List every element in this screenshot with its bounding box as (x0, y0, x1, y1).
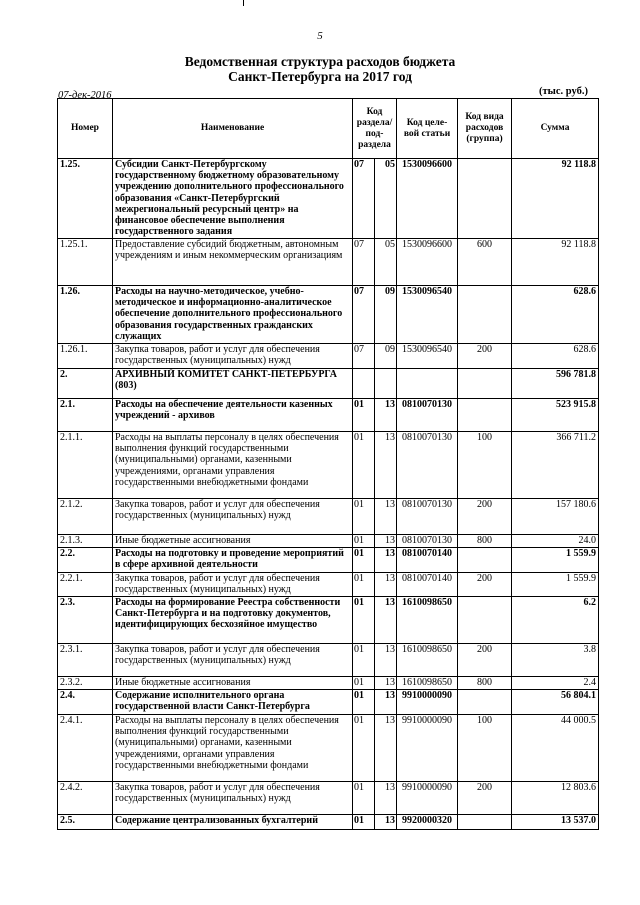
row-subsection-code: 13 (375, 597, 397, 644)
row-target-code: 9910000090 (397, 690, 458, 715)
table-row (58, 782, 599, 815)
table-row (58, 548, 599, 573)
row-section-code: 01 (353, 644, 375, 677)
row-name: Закупка товаров, работ и услуг для обеспечения государственных (муниципальных) нужд (113, 573, 353, 597)
row-number: 2.1.3. (58, 535, 113, 548)
row-name: Расходы на выплаты персоналу в целях обеспечения выполнения функций государственными (муниципальными) органами, казенными учреждениями, органами управления государственными внебюджетными фондами (113, 715, 353, 782)
row-sum: 366 711.2 (512, 432, 599, 499)
row-expense-code (458, 690, 512, 715)
row-section-code: 01 (353, 573, 375, 597)
row-expense-code (458, 597, 512, 644)
row-number: 1.26.1. (58, 344, 113, 369)
row-name: Субсидии Санкт-Петербургскому государственному бюджетному образовательному учреждению дополнительного профессионального образования «Санкт-Петербургский межрегиональный ресурсный центр» на финансовое обеспечение выполнения государственного задания (113, 159, 353, 239)
title-line-1: Ведомственная структура расходов бюджета (184, 54, 456, 69)
row-expense-code: 200 (458, 344, 512, 369)
table-body (58, 159, 599, 830)
row-subsection-code: 13 (375, 782, 397, 815)
row-target-code: 0810070140 (397, 548, 458, 573)
row-subsection-code: 13 (375, 399, 397, 432)
row-sum: 157 180.6 (512, 499, 599, 535)
row-subsection-code: 05 (375, 239, 397, 286)
row-number: 2.2.1. (58, 573, 113, 597)
row-expense-code: 800 (458, 535, 512, 548)
row-expense-code (458, 369, 512, 399)
table-row (58, 677, 599, 690)
row-name: Закупка товаров, работ и услуг для обеспечения государственных (муниципальных) нужд (113, 499, 353, 535)
row-section-code: 01 (353, 677, 375, 690)
col-header-sum: Сумма (512, 99, 599, 159)
row-subsection-code: 13 (375, 815, 397, 830)
row-number: 2.3.1. (58, 644, 113, 677)
row-sum: 24.0 (512, 535, 599, 548)
row-sum: 628.6 (512, 286, 599, 344)
row-section-code: 01 (353, 399, 375, 432)
row-name: Иные бюджетные ассигнования (113, 677, 353, 690)
row-subsection-code: 09 (375, 344, 397, 369)
row-number: 1.25. (58, 159, 113, 239)
row-expense-code: 800 (458, 677, 512, 690)
page-number: 5 (317, 30, 323, 42)
col-header-name: Наименование (113, 99, 353, 159)
col-header-expense: Код вида расходов (группа) (458, 99, 512, 159)
row-target-code: 1610098650 (397, 677, 458, 690)
row-number: 2. (58, 369, 113, 399)
row-number: 2.1. (58, 399, 113, 432)
row-number: 2.2. (58, 548, 113, 573)
units-label: (тыс. руб.) (539, 86, 588, 97)
row-subsection-code: 13 (375, 677, 397, 690)
col-header-section: Код раздела/ под- раздела (353, 99, 397, 159)
row-subsection-code: 13 (375, 432, 397, 499)
row-target-code: 0810070130 (397, 535, 458, 548)
row-subsection-code: 13 (375, 690, 397, 715)
table-row (58, 715, 599, 782)
row-expense-code (458, 548, 512, 573)
row-sum: 596 781.8 (512, 369, 599, 399)
table-row (58, 597, 599, 644)
row-section-code: 01 (353, 432, 375, 499)
row-subsection-code: 09 (375, 286, 397, 344)
row-name: Содержание централизованных бухгалтерий (113, 815, 353, 830)
row-subsection-code (375, 369, 397, 399)
row-section-code: 01 (353, 499, 375, 535)
row-name: Расходы на выплаты персоналу в целях обеспечения выполнения функций государственными (муниципальными) органами, казенными учреждениями, органами управления государственными внебюджетными фондами (113, 432, 353, 499)
table-row (58, 399, 599, 432)
row-target-code: 9910000090 (397, 782, 458, 815)
row-expense-code (458, 815, 512, 830)
row-name: Предоставление субсидий бюджетным, автономным учреждениям и иным некоммерческим организациям (113, 239, 353, 286)
row-number: 2.1.2. (58, 499, 113, 535)
table-row (58, 644, 599, 677)
row-section-code: 01 (353, 815, 375, 830)
row-expense-code: 200 (458, 573, 512, 597)
row-name: Иные бюджетные ассигнования (113, 535, 353, 548)
row-number: 2.4. (58, 690, 113, 715)
table-row (58, 344, 599, 369)
row-target-code (397, 369, 458, 399)
row-expense-code: 200 (458, 644, 512, 677)
table-row (58, 159, 599, 239)
row-name: Закупка товаров, работ и услуг для обеспечения государственных (муниципальных) нужд (113, 344, 353, 369)
row-name: Содержание исполнительного органа государственной власти Санкт-Петербурга (113, 690, 353, 715)
row-target-code: 0810070130 (397, 432, 458, 499)
col-header-number: Номер (58, 99, 113, 159)
row-expense-code: 600 (458, 239, 512, 286)
row-sum: 1 559.9 (512, 573, 599, 597)
row-name: Расходы на формирование Реестра собственности Санкт-Петербурга и на подготовку документов, идентифицирующих бесхозяйное имущество (113, 597, 353, 644)
row-number: 2.4.2. (58, 782, 113, 815)
row-expense-code (458, 159, 512, 239)
title-line-2: Санкт-Петербурга на 2017 год (228, 69, 412, 84)
table-header-row (58, 99, 599, 159)
document-date: 07-дек-2016 (58, 90, 112, 101)
row-sum: 92 118.8 (512, 159, 599, 239)
row-section-code (353, 369, 375, 399)
row-target-code: 1610098650 (397, 597, 458, 644)
row-sum: 1 559.9 (512, 548, 599, 573)
table-row (58, 499, 599, 535)
row-number: 1.26. (58, 286, 113, 344)
table-row (58, 369, 599, 399)
row-section-code: 01 (353, 690, 375, 715)
row-sum: 6.2 (512, 597, 599, 644)
row-number: 2.3.2. (58, 677, 113, 690)
row-expense-code (458, 399, 512, 432)
budget-table (57, 98, 599, 830)
row-section-code: 01 (353, 597, 375, 644)
row-expense-code: 100 (458, 715, 512, 782)
row-number: 2.1.1. (58, 432, 113, 499)
table-row (58, 239, 599, 286)
row-section-code: 07 (353, 239, 375, 286)
row-target-code: 0810070140 (397, 573, 458, 597)
table-row (58, 535, 599, 548)
row-sum: 2.4 (512, 677, 599, 690)
table-row (58, 815, 599, 830)
row-name: Расходы на научно-методическое, учебно-методическое и информационно-аналитическое обеспечение дополнительного профессионального образования государственных гражданских служащих (113, 286, 353, 344)
table-row (58, 286, 599, 344)
page-title (0, 54, 640, 84)
row-sum: 92 118.8 (512, 239, 599, 286)
row-sum: 44 000.5 (512, 715, 599, 782)
row-sum: 13 537.0 (512, 815, 599, 830)
row-name: Закупка товаров, работ и услуг для обеспечения государственных (муниципальных) нужд (113, 644, 353, 677)
row-target-code: 1530096540 (397, 286, 458, 344)
row-expense-code: 200 (458, 782, 512, 815)
row-target-code: 0810070130 (397, 399, 458, 432)
row-subsection-code: 13 (375, 548, 397, 573)
row-target-code: 1530096540 (397, 344, 458, 369)
row-section-code: 01 (353, 782, 375, 815)
row-sum: 56 804.1 (512, 690, 599, 715)
row-expense-code: 200 (458, 499, 512, 535)
row-expense-code (458, 286, 512, 344)
scan-mark (243, 0, 244, 6)
row-sum: 628.6 (512, 344, 599, 369)
row-name: Закупка товаров, работ и услуг для обеспечения государственных (муниципальных) нужд (113, 782, 353, 815)
row-section-code: 01 (353, 548, 375, 573)
row-sum: 12 803.6 (512, 782, 599, 815)
row-subsection-code: 05 (375, 159, 397, 239)
row-name: Расходы на обеспечение деятельности казенных учреждений - архивов (113, 399, 353, 432)
row-target-code: 1530096600 (397, 159, 458, 239)
row-target-code: 9910000090 (397, 715, 458, 782)
row-sum: 3.8 (512, 644, 599, 677)
row-section-code: 07 (353, 286, 375, 344)
row-sum: 523 915.8 (512, 399, 599, 432)
row-name: АРХИВНЫЙ КОМИТЕТ САНКТ-ПЕТЕРБУРГА (803) (113, 369, 353, 399)
table-row (58, 432, 599, 499)
row-number: 1.25.1. (58, 239, 113, 286)
col-header-target: Код целе- вой статьи (397, 99, 458, 159)
table-row (58, 690, 599, 715)
row-target-code: 0810070130 (397, 499, 458, 535)
row-number: 2.3. (58, 597, 113, 644)
row-number: 2.4.1. (58, 715, 113, 782)
row-target-code: 9920000320 (397, 815, 458, 830)
row-target-code: 1530096600 (397, 239, 458, 286)
row-section-code: 01 (353, 535, 375, 548)
row-section-code: 07 (353, 344, 375, 369)
row-name: Расходы на подготовку и проведение мероприятий в сфере архивной деятельности (113, 548, 353, 573)
row-subsection-code: 13 (375, 535, 397, 548)
row-number: 2.5. (58, 815, 113, 830)
row-subsection-code: 13 (375, 715, 397, 782)
row-subsection-code: 13 (375, 644, 397, 677)
row-section-code: 07 (353, 159, 375, 239)
row-section-code: 01 (353, 715, 375, 782)
row-subsection-code: 13 (375, 573, 397, 597)
row-target-code: 1610098650 (397, 644, 458, 677)
row-subsection-code: 13 (375, 499, 397, 535)
table-row (58, 573, 599, 597)
row-expense-code: 100 (458, 432, 512, 499)
